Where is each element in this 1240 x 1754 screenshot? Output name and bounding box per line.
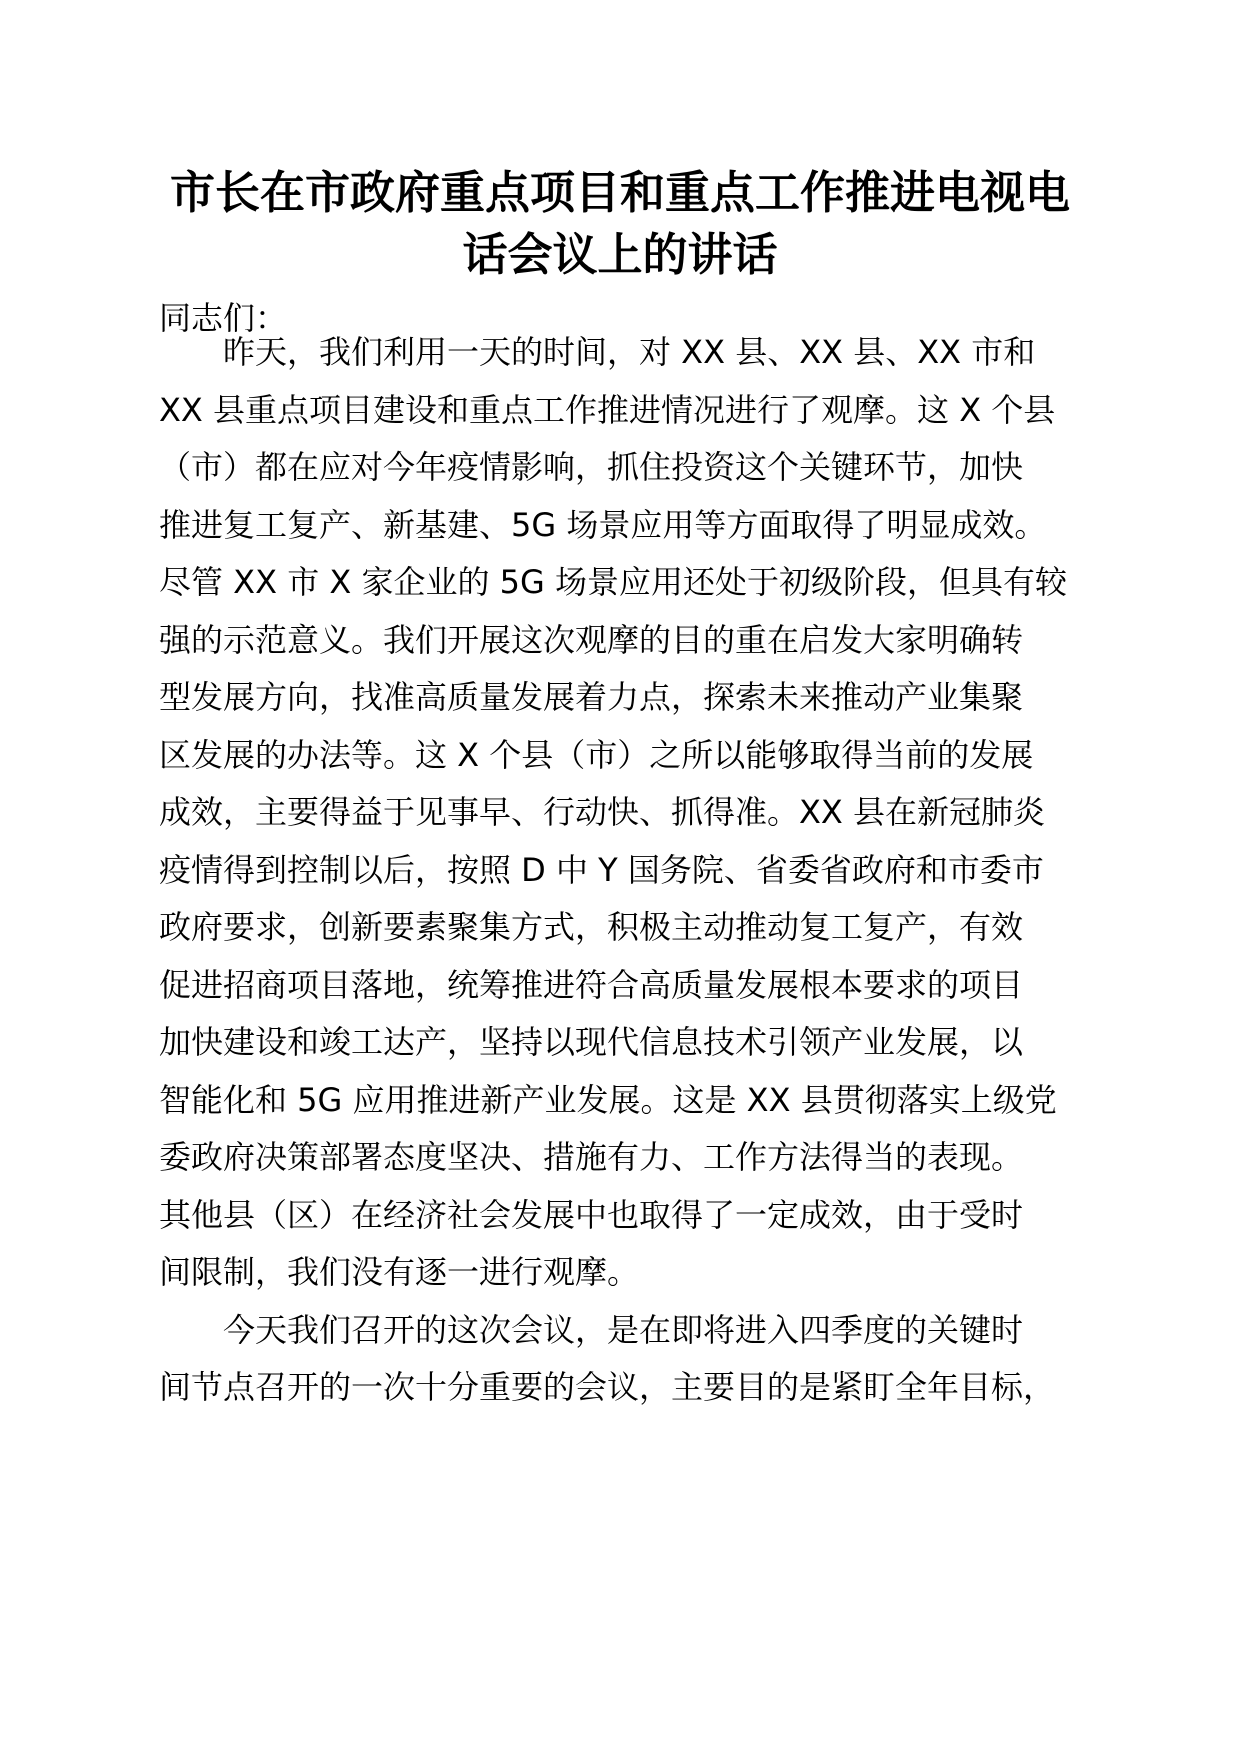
paragraph-line: 疫情得到控制以后，按照 D 中 Y 国务院、省委省政府和市委市 <box>159 851 1044 889</box>
paragraph-line: 智能化和 5G 应用推进新产业发展。这是 XX 县贯彻落实上级党 <box>159 1081 1057 1119</box>
paragraph-line: （市）都在应对今年疫情影响，抓住投资这个关键环节，加快 <box>159 448 1024 486</box>
paragraph-line: 间限制，我们没有逐一进行观摩。 <box>159 1253 640 1291</box>
paragraph-line: 成效，主要得益于见事早、行动快、抓得准。XX 县在新冠肺炎 <box>159 793 1046 831</box>
paragraph-line: 政府要求，创新要素聚集方式，积极主动推动复工复产，有效 <box>159 908 1024 946</box>
paragraph-line: 今天我们召开的这次会议，是在即将进入四季度的关键时 <box>159 1311 1024 1349</box>
document-title: 市长在市政府重点项目和重点工作推进电视电话会议上的讲话 <box>169 166 1070 281</box>
paragraph-line: 间节点召开的一次十分重要的会议，主要目的是紧盯全年目标， <box>159 1368 1056 1406</box>
paragraph-line: 推进复工复产、新基建、5G 场景应用等方面取得了明显成效。 <box>159 506 1047 544</box>
paragraph-line: 加快建设和竣工达产，坚持以现代信息技术引领产业发展，以 <box>159 1023 1024 1061</box>
paragraph-line: 强的示范意义。我们开展这次观摩的目的重在启发大家明确转 <box>159 621 1024 659</box>
paragraph-line: XX 县重点项目建设和重点工作推进情况进行了观摩。这 X 个县 <box>159 391 1056 429</box>
paragraph-line: 促进招商项目落地，统筹推进符合高质量发展根本要求的项目 <box>159 966 1024 1004</box>
paragraph-line: 区发展的办法等。这 X 个县（市）之所以能够取得当前的发展 <box>159 736 1034 774</box>
paragraph-line: 委政府决策部署态度坚决、措施有力、工作方法得当的表现。 <box>159 1138 1024 1176</box>
paragraph-line: 昨天，我们利用一天的时间，对 XX 县、XX 县、XX 市和 <box>159 333 1036 371</box>
paragraph-line: 其他县（区）在经济社会发展中也取得了一定成效，由于受时 <box>159 1196 1024 1234</box>
paragraph-line: 型发展方向，找准高质量发展着力点，探索未来推动产业集聚 <box>159 678 1024 716</box>
paragraph-line: 尽管 XX 市 X 家企业的 5G 场景应用还处于初级阶段，但具有较 <box>159 563 1067 601</box>
salutation: 同志们： <box>159 299 288 337</box>
